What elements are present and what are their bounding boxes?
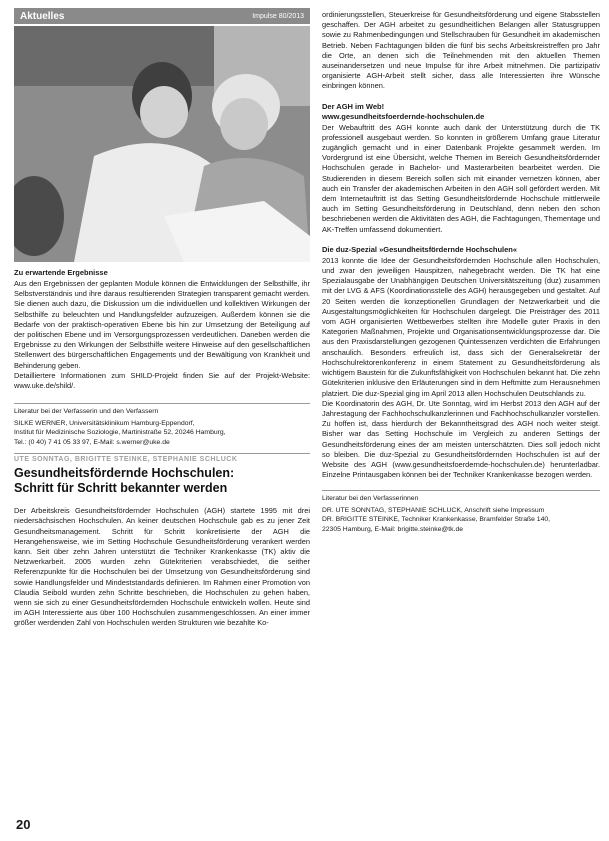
- web-heading: Der AGH im Web!: [322, 101, 385, 111]
- article-headline-line1: Gesundheitsfördernde Hochschulen:: [14, 466, 235, 481]
- literature-note: Literatur bei den Verfasserinnen: [322, 495, 419, 503]
- article-headline-line2: Schritt für Schritt bekannter werden: [14, 481, 228, 496]
- divider: [14, 453, 310, 454]
- web-paragraph: Der Webauftritt des AGH konnte auch dank der Unterstützung durch die TK professionell ausgebaut werden. So konnten in größerem Umfang graue Literatur zugänglich gemacht und in einer Datenbank Projekte gesammelt werden. Im Vordergrund ist eine Übersicht, welche Themen im Bereich Gesundheitsfördernder Hochschulen gerade in Bachelor- und Masterarbeiten bearbeitet werden. Die Studierenden in diesem Bereich sollen sich mit einander vernetzen können, aber auch ein Transfer der akademischen Arbeiten in den AGH soll gefördert werden. Mit dem Internetauftritt ist das Setting Gesundheitsfördernde Hochschule mittlerweile auch im Setting Gesundheitsförderung in Deutschland, denn neben den schon beschriebenen werden die Aktivitäten des AGH, die Fachtagungen, Thementage und AK-Treffen umfassend dokumentiert.: [322, 122, 600, 234]
- article-intro-paragraph: Der Arbeitskreis Gesundheitsfördernder Hochschulen (AGH) startete 1995 mit drei niedersächsischen Hochschulen. An keiner deutschen Hochschule gab es zu jener Zeit Gesundheitsmanagement. Schritt für Schritt konkretisierte der AGH die Herangehensweise, wie im Setting Hochschule Gesundheitsförderung verankert werden kann. Seit über zehn Jahren unterstützt die Techniker Krankenkasse (TK) aktiv die Netzwerkarbeit. 2005 wurden zehn Gütekriterien verabschiedet, die seither Referenzpunkte für die Hochschulen bei der Umsetzung von Gesundheitsförderung sind sowie Handlungsfelder und Mindeststandards definieren. Im Rahmen einer Promotion von Claudia Seibold wurden zehn Schritte beschrieben, die Hochschulen zu gehen haben, wenn sie sich zu einer Gesundheitsfördernden Hochschule entwickeln wollen. Heute sind im AGH Interessierte aus über 100 Hochschulen zusammengeschlossen. An einer immer größer werdenden Zahl von Hochschulen werden Strukturen wie bezahlte Ko-: [14, 506, 310, 628]
- issue-label: Impulse 80/2013: [252, 12, 304, 20]
- section-header-bar: [14, 8, 310, 24]
- divider: [14, 403, 310, 404]
- results-more-paragraph: Detailliertere Informationen zum SHILD-Projekt finden Sie auf der Projekt-Website: www.uke.de/shild/.: [14, 370, 310, 391]
- special-paragraph: 2013 konnte die Idee der Gesundheitsfördernden Hochschule allen Hochschulen, und zwar den jeweiligen Hauspitzen, nahegebracht werden. Die TK hat eine Spezialausgabe der Unabhängigen Deutschen Universitätszeitung (duz) zusammen mit der LVG & AFS (Koordinationsstelle des AGH) herausgegeben und gestaltet. Auf 20 Seiten werden die konzeptionellen Grundlagen der Netzwerkarbeit und die Ausgestaltungsmöglichkeiten für Hochschulen dargelegt. Die Preisträger des 2011 vom AGH organisierten Wettbewerbes stellten ihre Modelle guter Praxis in den Kategorien Maßnahmen, Projekte und Organisationsentwicklungsprozesse dar. Die aus den Praxisdarstellungen gezogenen Quintessenzen verdichten die Erfahrungen anschaulich. Besonders erfreulich ist, dass sich der Generalsekretär der Hochschulrektorenkonferenz in einem Statement zu Gesundheitsförderung als wichtigem Baustein für die Zukunftsfähigkeit von Hochschulen bekannt hat. Die zehn Gütekriterien inklusive den Erläuterungen sind in dem Heftmitte zum Herausnehmen platziert. Die duz-Spezial ging im April 2013 allen Hochschulen Deutschlands zu.: [322, 255, 600, 398]
- results-heading: Zu erwartende Ergebnisse: [14, 268, 108, 277]
- contact-phone-email: Tel.: (0 40) 7 41 05 33 97, E-Mail: s.werner@uke.de: [14, 438, 170, 446]
- right-column: [322, 10, 600, 534]
- special-heading: Die duz-Spezial »Gesundheitsfördernde Hochschulen«: [322, 244, 518, 254]
- contact-line: DR. UTE SONNTAG, STEPHANIE SCHLUCK, Anschrift siehe Impressum: [322, 506, 545, 514]
- article-photo: [14, 26, 310, 262]
- results-paragraph: Aus den Ergebnissen der geplanten Module können die Entwicklungen der Selbsthilfe, ihr Selbstverständnis und ihre daraus resultierenden Strategien transparent gemacht werden. Sie dienen auch dazu, die Diskussion um die individuellen und kollektiven Wirkungen der Selbsthilfe zu beleuchten und Handlungsfelder aufzuzeigen. Außerdem können sie die Bedarfe von der praktisch-operativen Ebene bis hin zur Umsetzung der Beteiligung auf der politischen Ebene und im Versorgungsprozessen verdeutlichen. Daneben werden die Ergebnisse zu den Wirkungen der Selbsthilfe weitere Hinweise auf den gesellschaftlichen Stellenwert des bürgerschaftlichen Engagements und der Bewältigung von Krankheit und Behinderung geben.: [14, 279, 310, 370]
- contact-line: DR. BRIGITTE STEINKE, Techniker Krankenkasse, Bramfelder Straße 140,: [322, 516, 551, 524]
- web-url[interactable]: www.gesundheitsfoerdernde-hochschulen.de: [322, 111, 485, 121]
- continued-paragraph: ordinierungsstellen, Steuerkreise für Gesundheitsförderung und eigene Stabsstellen geschaffen. Der AGH arbeitet zu gesundheitlichen Belangen aller Statusgruppen sowie zu Rahmenbedingungen und Stellschrauben für Gesundheit im akademischen Betrieb. Neben Fachtagungen bilden die fünf bis sechs Arbeitskreistreffen pro Jahr die Orte, an denen sich die Teilnehmenden mit den aktuellen Themen auseinandersetzen und neue Impulse für ihre Arbeit mitnehmen. Die partizipativ organisierte AGH-Arbeit stellt sicher, dass alle Interessierten ihre Wünsche einbringen können.: [322, 10, 600, 91]
- contact-line: 22305 Hamburg, E-Mail: brigitte.steinke@tk.de: [322, 525, 464, 533]
- divider: [322, 490, 600, 491]
- article-authors: UTE SONNTAG, BRIGITTE STEINKE, STEPHANIE SCHLUCK: [14, 456, 238, 464]
- photo-two-women-reading: [14, 26, 310, 262]
- contact-name: SILKE WERNER, Universitätsklinikum Hamburg-Eppendorf,: [14, 419, 195, 427]
- contact-institute: Institut für Medizinische Soziologie, Martinistraße 52, 20246 Hamburg,: [14, 429, 226, 437]
- literature-note: Literatur bei der Verfasserin und den Verfassern: [14, 408, 159, 416]
- left-column: [14, 8, 310, 629]
- page-number: 20: [16, 817, 31, 832]
- coordinator-paragraph: Die Koordinatorin des AGH, Dr. Ute Sonntag, wird im Herbst 2013 den AGH auf der Jahrestagung der Fachhochschulkanzlerinnen und Fachhochschulkanzler vorstellen. Zu hoffen ist, dass hierdurch der Bekanntheitsgrad des AGH noch weiter steigt. Bisher war das Setting Hochschule im Vergleich zu anderen Settings der Gesundheitsförderung eines der am meisten unterschätzten. Dies soll jedoch nicht so bleiben. Die duz-Spezial zu Gesundheitsfördernden Hochschulen ist auf der Website des AGH (www.gesundheitsfoerdernde-hochschulen.de) herunterladbar. Einzelne Printausgaben können bei der Techniker Krankenkasse bezogen werden.: [322, 398, 600, 480]
- section-label: Aktuelles: [20, 10, 65, 22]
